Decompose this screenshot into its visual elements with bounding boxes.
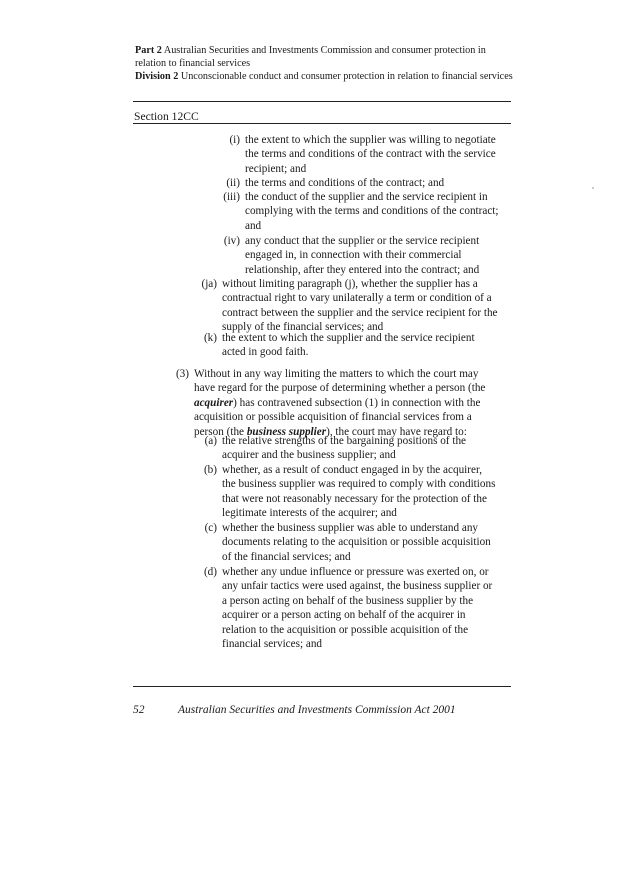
item-text-line: the terms and conditions of the contract with the service <box>245 148 496 161</box>
division-title: Unconscionable conduct and consumer protection in relation to financial services <box>180 71 513 82</box>
item-text-line: the business supplier was required to comply with conditions <box>222 478 496 491</box>
item-text-line: the terms and conditions of the contract; and <box>245 177 445 189</box>
act-title: Australian Securities and Investments Commission Act 2001 <box>178 704 456 716</box>
item-text-line: contract between the supplier and the service recipient for the <box>222 306 498 319</box>
item-text-line: relationship, after they entered into the contract; and <box>245 263 480 276</box>
item-text-line: that were not reasonably necessary for the protection of the <box>222 492 487 505</box>
section-divider <box>133 123 511 124</box>
item-text-line: without limiting paragraph (j), whether the supplier has a <box>222 278 478 290</box>
item-text-line: any unfair tactics were used against, the business supplier or <box>222 580 493 593</box>
item-text-line: engaged in, in connection with their commercial <box>245 249 462 262</box>
item-label: (b) <box>203 464 217 476</box>
item-text-line: supply of the financial services; and <box>222 321 384 334</box>
division-label: Division 2 <box>135 71 179 82</box>
item-label: (iv) <box>223 235 240 247</box>
item-text-line: Without in any way limiting the matters to which the court may <box>194 368 479 380</box>
item-text-line: the extent to which the supplier and the service recipient <box>222 332 475 344</box>
item-label: (c) <box>204 522 217 534</box>
item-text-line: relation to the acquisition or possible acquisition of the <box>222 623 469 636</box>
running-header-division <box>135 70 515 83</box>
item-text-line: the relative strengths of the bargaining positions of the <box>222 435 466 447</box>
scan-speck <box>592 187 594 189</box>
part-title: Australian Securities and Investments Commission and consumer protection in relation to financial services <box>135 45 486 69</box>
item-label: (3) <box>175 368 189 380</box>
item-text-line: and <box>245 219 262 232</box>
item-text-line: acquirer) has contravened subsection (1) in connection with the <box>194 396 481 409</box>
defined-term-acquirer: acquirer <box>194 396 234 409</box>
item-text-line: acquisition or possible acquisition of financial services from a <box>194 411 472 424</box>
page-number: 52 <box>133 704 145 716</box>
item-text-line: whether, as a result of conduct engaged in by the acquirer, <box>222 464 483 476</box>
footer-divider <box>133 686 511 687</box>
item-text-line: acquirer or a person acting on behalf of the acquirer in <box>222 609 466 622</box>
item-text-line: acted in good faith. <box>222 346 309 359</box>
item-label: (k) <box>203 332 217 344</box>
item-text-line: financial services; and <box>222 638 323 650</box>
item-text-line: any conduct that the supplier or the service recipient <box>245 235 480 247</box>
item-text-line: the extent to which the supplier was willing to negotiate <box>245 134 496 146</box>
item-text-line: have regard for the purpose of determining whether a person (the <box>194 382 486 395</box>
item-text-line: a person acting on behalf of the business supplier by the <box>222 594 474 607</box>
item-text-line: whether any undue influence or pressure was exerted on, or <box>222 566 489 578</box>
item-label: (d) <box>203 566 217 578</box>
item-label: (ja) <box>201 278 217 290</box>
item-text-line: recipient; and <box>245 162 307 175</box>
item-text-line: the conduct of the supplier and the service recipient in <box>245 191 488 203</box>
section-label: Section 12CC <box>134 110 199 123</box>
item-text-line: complying with the terms and conditions of the contract; <box>245 205 499 218</box>
item-label: (iii) <box>223 191 240 203</box>
item-label: (i) <box>229 134 240 146</box>
running-header-part <box>135 44 515 70</box>
defined-term-business-supplier: business supplier <box>246 425 327 438</box>
part-label: Part 2 <box>135 45 162 56</box>
item-label: (ii) <box>226 177 240 189</box>
item-text-line: acquirer and the business supplier; and <box>222 449 396 462</box>
item-text-line: of the financial services; and <box>222 550 351 563</box>
item-text-line: legitimate interests of the acquirer; and <box>222 507 397 520</box>
item-text-line: documents relating to the acquisition or possible acquisition <box>222 536 491 549</box>
item-text-line: whether the business supplier was able to understand any <box>222 522 479 534</box>
header-divider <box>133 101 511 102</box>
item-text-line: contractual right to vary unilaterally a term or condition of a <box>222 292 492 305</box>
item-text-line: person (the business supplier), the court may have regard to: <box>194 425 467 438</box>
item-label: (a) <box>204 435 217 447</box>
